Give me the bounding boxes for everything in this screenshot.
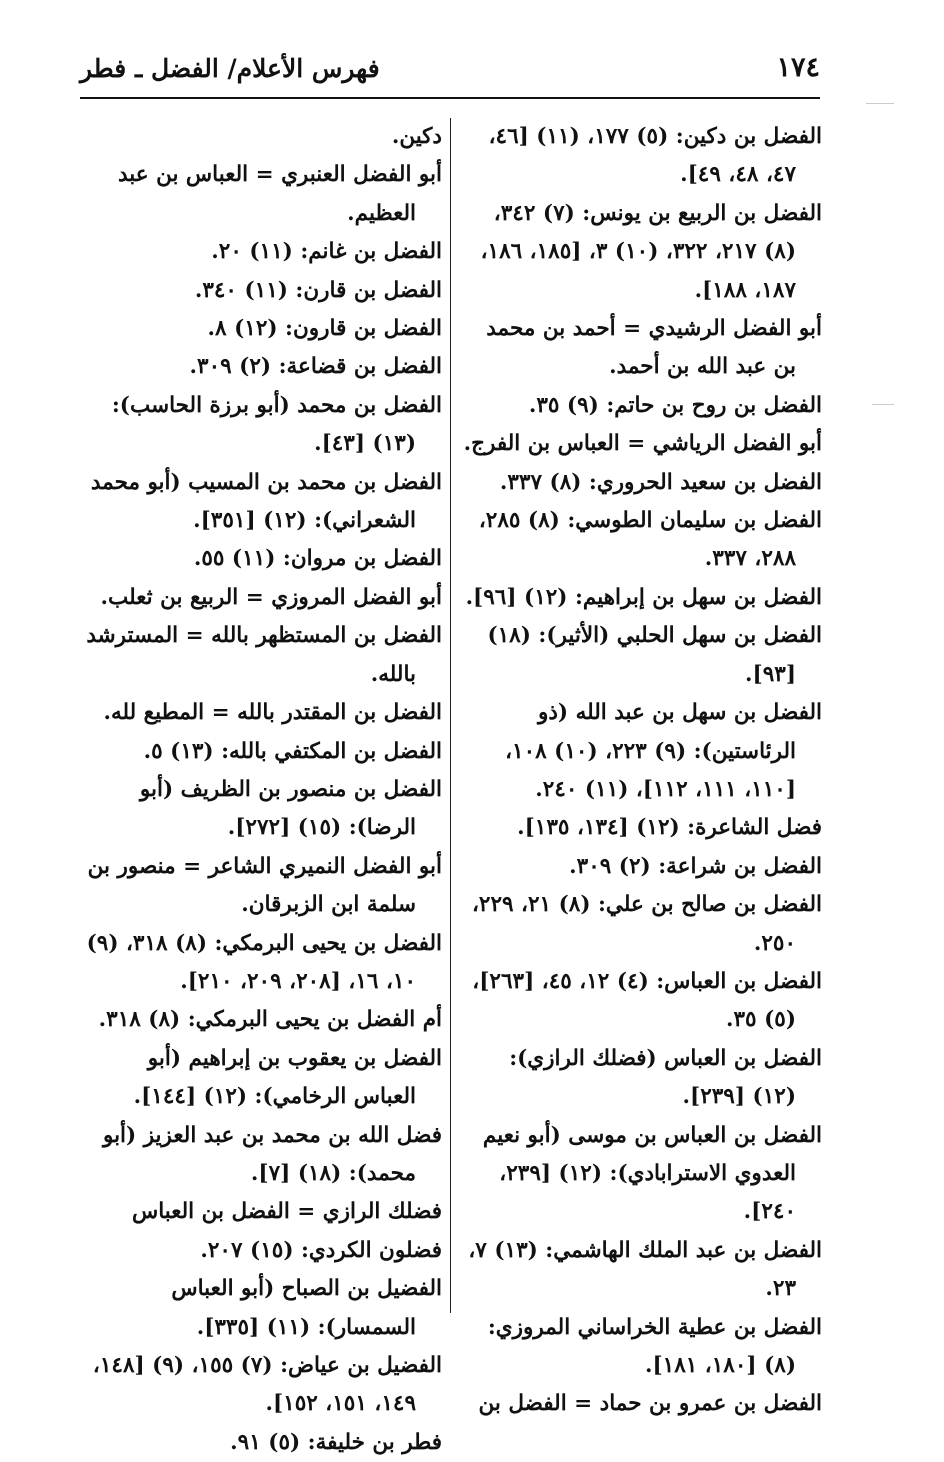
index-entry: أبو الفضل الرياشي = العباس بن الفرج. xyxy=(463,431,822,457)
index-entry: الفضل بن سليمان الطوسي: (٨) ٢٨٥، ٢٨٨، ٣٣٧. xyxy=(478,508,822,572)
index-entry: الفضل بن الربيع بن يونس: (٧) ٣٤٢، (٨) ٢١٧، ٣٢٢، (١٠) ٣، [١٨٥، ١٨٦، ١٨٧، ١٨٨]. xyxy=(480,200,822,303)
index-entry: فطر بن خليفة: (٥) ٩١. xyxy=(230,1429,442,1455)
index-entry: الفضل بن منصور بن الظريف (أبو الرضا): (١٥) [٢٧٢]. xyxy=(139,776,442,841)
index-entry: الفضل بن قارون: (١٢) ٨. xyxy=(207,316,442,342)
index-entry: أبو الفضل المروزي = الربيع بن ثعلب. xyxy=(100,584,442,610)
index-entry: أبو الفضل النميري الشاعر = منصور بن سلمة ابن الزبرقان. xyxy=(87,853,442,918)
index-entry: الفضل بن روح بن حاتم: (٩) ٣٥. xyxy=(528,392,822,418)
index-entry: الفضل بن سهل الحلبي (الأثير): (١٨) [٩٣]. xyxy=(487,623,822,687)
scan-margin-mark xyxy=(866,103,894,104)
index-entry: أبو الفضل الرشيدي = أحمد بن محمد بن عبد الله بن أحمد. xyxy=(486,316,822,380)
index-entry: فضلك الرازي = الفضل بن العباس xyxy=(131,1199,442,1225)
index-entry: الفضل بن سهل بن إبراهيم: (١٢) [٩٦]. xyxy=(465,584,822,610)
index-entry: الفضل بن يحيى البرمكي: (٨) ٣١٨، (٩) ١٠، ١٦، [٢٠٨، ٢٠٩، ٢١٠]. xyxy=(86,930,442,994)
index-entry: الفضل بن العباس بن موسى (أبو نعيم العدوي الاسترابادي): (١٢) [٢٣٩، ٢٤٠]. xyxy=(482,1122,822,1225)
index-entry: أم الفضل بن يحيى البرمكي: (٨) ٣١٨. xyxy=(98,1007,442,1033)
index-entry: الفضل بن سهل بن عبد الله (ذو الرئاستين): (٩) ٢٢٣، (١٠) ١٠٨، [١١٠، ١١١، ١١٢]، (١١) ٢٤٠. xyxy=(505,700,822,802)
index-entry: الفضل بن العباس: (٤) ١٢، ٤٥، [٢٦٣]، (٥) ٣٥. xyxy=(472,968,822,1033)
index-entry: الفضل بن صالح بن علي: (٨) ٢١، ٢٢٩، ٢٥٠. xyxy=(471,892,822,956)
index-entry: الفضل بن غانم: (١١) ٢٠. xyxy=(211,239,442,265)
column-divider xyxy=(450,118,451,1313)
page-header xyxy=(80,52,820,94)
index-entry: الفضل بن يعقوب بن إبراهيم (أبو العباس الرخامي): (١٢) [١٤٤]. xyxy=(133,1045,442,1110)
index-entry: فضل الله بن محمد بن عبد العزيز (أبو محمد): (١٨) [٧]. xyxy=(102,1122,442,1186)
index-entry: الفضيل بن عياض: (٧) ١٥٥، (٩) [١٤٨، ١٤٩، ١٥١، ١٥٢]. xyxy=(92,1353,442,1417)
index-entry: الفضل بن قارن: (١١) ٣٤٠. xyxy=(194,277,442,303)
header-rule xyxy=(80,97,820,99)
scan-margin-mark xyxy=(872,404,894,405)
index-column-left xyxy=(80,118,442,1462)
index-entry: الفضل بن المكتفي بالله: (١٣) ٥. xyxy=(143,738,442,764)
index-entry: فضل الشاعرة: (١٢) [١٣٤، ١٣٥]. xyxy=(517,815,822,841)
index-entry: فضلون الكردي: (١٥) ٢٠٧. xyxy=(200,1237,442,1263)
page-number: ١٧٤ xyxy=(776,52,820,83)
index-entry: الفضل بن محمد (أبو برزة الحاسب): (١٣) [٤٣]. xyxy=(111,392,442,457)
index-column-right xyxy=(460,118,822,1424)
index-entry: الفضل بن عطية الخراساني المروزي: (٨) [١٨٠، ١٨١]. xyxy=(487,1314,822,1378)
index-entry: الفضل بن شراعة: (٢) ٣٠٩. xyxy=(569,853,822,879)
index-entry: الفضل بن دكين: (٥) ١٧٧، (١١) [٤٦، ٤٧، ٤٨، ٤٩]. xyxy=(488,124,822,188)
index-entry: دكين. xyxy=(391,124,442,149)
index-entry: الفضل بن المستظهر بالله = المسترشد بالله. xyxy=(86,623,442,687)
index-entry: الفضل بن عبد الملك الهاشمي: (١٣) ٧، ٢٣. xyxy=(468,1237,822,1302)
index-entry: الفضل بن سعيد الحروري: (٨) ٣٣٧. xyxy=(499,469,822,495)
running-title: فهرس الأعلام/ الفضل ـ فطر xyxy=(80,54,380,83)
index-entry: الفضل بن المقتدر بالله = المطيع لله. xyxy=(103,700,442,726)
index-entry: الفضل بن العباس (فضلك الرازي): (١٢) [٢٣٩]. xyxy=(509,1045,822,1110)
index-entry: الفضل بن مروان: (١١) ٥٥. xyxy=(193,546,442,572)
index-entry: الفضل بن محمد بن المسيب (أبو محمد الشعراني): (١٢) [٣٥١]. xyxy=(90,469,442,534)
index-entry: أبو الفضل العنبري = العباس بن عبد العظيم. xyxy=(117,162,442,226)
index-entry: الفضل بن عمرو بن حماد = الفضل بن xyxy=(478,1391,822,1417)
index-entry: الفضيل بن الصباح (أبو العباس السمسار): (١١) [٣٣٥]. xyxy=(171,1276,442,1340)
index-entry: الفضل بن قضاعة: (٢) ٣٠٩. xyxy=(189,354,442,380)
